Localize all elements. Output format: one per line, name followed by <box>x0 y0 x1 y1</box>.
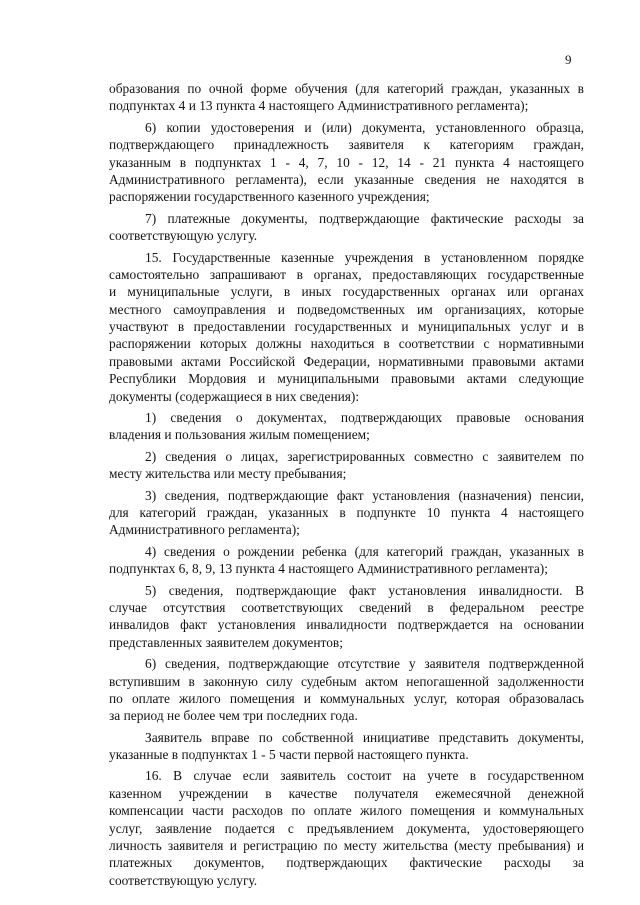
paragraph <box>109 543 584 578</box>
text-line: 3) сведения, подтверждающие факт установления (назначения) пенсии, <box>145 487 584 503</box>
text-line: месту жительства или месту пребывания; <box>109 466 347 482</box>
text-line: 15. Государственные казенные учреждения в установленном порядке <box>145 249 584 265</box>
text-line: 1) сведения о документах, подтверждающих правовые основания <box>145 410 584 426</box>
text-line: 5) сведения, подтверждающие факт установления инвалидности. В <box>145 582 584 598</box>
text-line: услуг, заявление подается с предъявлением документа, удостоверяющего <box>109 820 584 836</box>
paragraph <box>109 448 584 483</box>
paragraph <box>109 249 584 406</box>
text-line: 7) платежные документы, подтверждающие фактические расходы за <box>145 210 584 226</box>
text-line: компенсации части расходов по оплате жилого помещения и коммунальных <box>109 803 584 819</box>
text-line: казенном учреждении в качестве получателя ежемесячной денежной <box>109 785 584 801</box>
text-line: за период не более чем три последних года. <box>109 708 358 724</box>
text-line: владения и пользования жилым помещением; <box>109 427 370 443</box>
text-line: образования по очной форме обучения (для категорий граждан, указанных в <box>109 81 584 96</box>
text-line: указанные в подпунктах 1 - 5 части первой настоящего пункта. <box>109 747 469 763</box>
paragraph <box>109 729 584 764</box>
text-line: документы (содержащиеся в них сведения): <box>109 388 360 404</box>
text-line: правовыми актами Российской Федерации, нормативными правовыми актами <box>109 353 584 369</box>
text-line: распоряжении которых должны находиться в соответствии с нормативными <box>109 336 584 352</box>
text-line: личность заявителя и регистрацию по месту жительства (месту пребывания) и <box>109 838 584 854</box>
paragraph <box>109 210 584 245</box>
text-line: Административного регламента), если указанные сведения не находятся в <box>109 171 584 187</box>
text-line: 2) сведения о лицах, зарегистрированных совместно с заявителем по <box>145 448 584 464</box>
text-line: представленных заявителем документов; <box>109 634 343 650</box>
text-line: Республики Мордовия и муниципальными правовыми актами следующие <box>109 371 584 387</box>
text-line: 16. В случае если заявитель состоит на учете в государственном <box>145 768 584 784</box>
paragraph <box>109 80 584 115</box>
text-line: участвуют в предоставлении государственных и муниципальных услуг и в <box>109 319 584 335</box>
text-line: 4) сведения о рождении ребенка (для категорий граждан, указанных в <box>145 543 584 559</box>
text-line: вступившим в законную силу судебным актом непогашенной задолженности <box>109 673 584 689</box>
text-line: подпунктах 4 и 13 пункта 4 настоящего Административного регламента); <box>109 98 529 114</box>
paragraph <box>109 655 584 725</box>
text-line: по оплате жилого помещения и коммунальных услуг, которая образовалась <box>109 690 584 706</box>
text-line: соответствующую услугу. <box>109 872 258 888</box>
text-line: случае отсутствия соответствующих сведений в федеральном реестре <box>109 599 584 615</box>
paragraph <box>109 487 584 539</box>
text-line: 6) сведения, подтверждающие отсутствие у заявителя подтвержденной <box>145 656 584 672</box>
text-line: 6) копии удостоверения и (или) документа, установленного образца, <box>145 119 584 135</box>
text-line: распоряжении государственного казенного учреждения; <box>109 189 430 205</box>
paragraph <box>109 409 584 444</box>
page-number: 9 <box>565 52 572 67</box>
text-line: Административного регламента); <box>109 522 300 538</box>
paragraph <box>109 582 584 652</box>
text-line: указанным в подпунктах 1 - 4, 7, 10 - 12, 14 - 21 пункта 4 настоящего <box>109 154 584 170</box>
text-line: и муниципальные услуги, в иных государственных органах или органах <box>109 284 584 300</box>
text-line: подтверждающего принадлежность заявителя к категориям граждан, <box>109 137 584 153</box>
paragraph <box>109 767 584 889</box>
text-line: местного самоуправления и подведомственных им организациях, которые <box>109 301 584 317</box>
text-line: самостоятельно запрашивают в органах, предоставляющих государственные <box>109 266 584 282</box>
text-line: Заявитель вправе по собственной инициативе представить документы, <box>145 729 584 745</box>
text-line: инвалидов факт установления инвалидности подтверждается на основании <box>109 617 584 633</box>
paragraph <box>109 119 584 206</box>
document-body <box>109 80 584 889</box>
text-line: подпунктах 6, 8, 9, 13 пункта 4 настоящего Административного регламента); <box>109 561 548 577</box>
text-line: соответствующую услугу. <box>109 228 258 244</box>
text-line: для категорий граждан, указанных в подпункте 10 пункта 4 настоящего <box>109 504 584 520</box>
text-line: платежных документов, подтверждающих фактические расходы за <box>109 855 584 871</box>
